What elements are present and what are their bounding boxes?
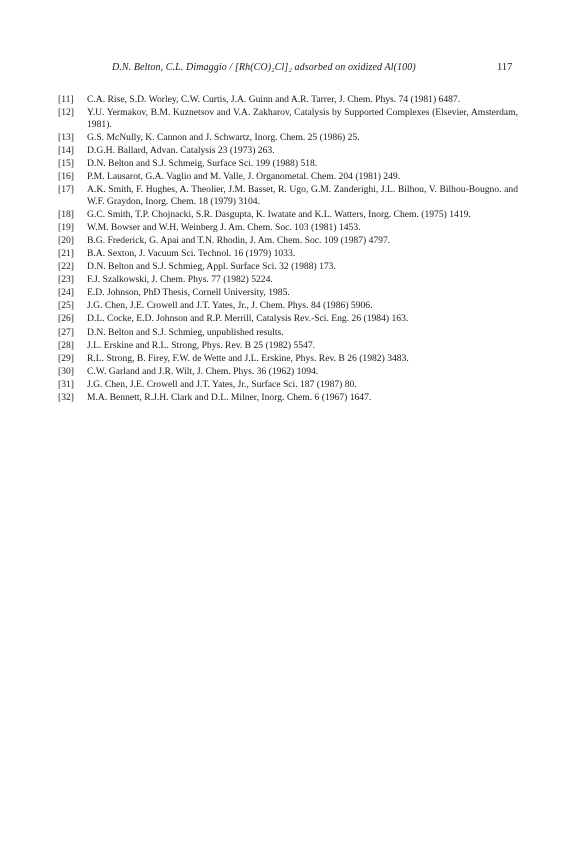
reference-item bbox=[58, 300, 518, 312]
reference-number: [25] bbox=[58, 300, 74, 312]
reference-item bbox=[58, 184, 518, 207]
reference-number: [16] bbox=[58, 170, 74, 182]
reference-item bbox=[58, 235, 518, 247]
reference-number: [23] bbox=[58, 274, 74, 286]
reference-item bbox=[58, 132, 518, 144]
reference-text: M.A. Bennett, R.J.H. Clark and D.L. Milner, Inorg. Chem. 6 (1967) 1647. bbox=[87, 391, 372, 403]
reference-item bbox=[58, 145, 518, 157]
reference-item bbox=[58, 209, 518, 221]
reference-number: [29] bbox=[58, 352, 74, 364]
reference-number: [20] bbox=[58, 234, 74, 246]
reference-item bbox=[58, 353, 518, 365]
reference-text: P.M. Lausarot, G.A. Vaglio and M. Valle, J. Organometal. Chem. 204 (1981) 249. bbox=[87, 170, 401, 182]
reference-list bbox=[58, 94, 518, 405]
reference-text: C.A. Rise, S.D. Worley, C.W. Curtis, J.A. Guinn and A.R. Tarrer, J. Chem. Phys. 74 (1981) 6487. bbox=[87, 94, 461, 105]
reference-text: W.M. Bowser and W.H. Weinberg J. Am. Chem. Soc. 103 (1981) 1453. bbox=[87, 221, 361, 233]
reference-number: [24] bbox=[58, 287, 74, 299]
reference-number: [11] bbox=[58, 94, 74, 105]
reference-item bbox=[58, 94, 518, 106]
reference-text: G.C. Smith, T.P. Chojnacki, S.R. Dasgupta, K. Iwatate and K.L. Watters, Inorg. Chem. (1975) 1419. bbox=[87, 208, 471, 220]
reference-number: [14] bbox=[58, 144, 74, 156]
running-header bbox=[0, 62, 576, 76]
reference-item bbox=[58, 327, 518, 339]
reference-item bbox=[58, 340, 518, 352]
reference-text: E.D. Johnson, PhD Thesis, Cornell University, 1985. bbox=[87, 287, 290, 299]
reference-text: D.L. Cocke, E.D. Johnson and R.P. Merrill, Catalysis Rev.-Sci. Eng. 26 (1984) 163. bbox=[87, 313, 409, 325]
reference-item bbox=[58, 392, 518, 404]
reference-item bbox=[58, 274, 518, 286]
reference-text: F.J. Szalkowski, J. Chem. Phys. 77 (1982) 5224. bbox=[87, 274, 273, 286]
reference-text: J.G. Chen, J.E. Crowell and J.T. Yates, Jr., J. Chem. Phys. 84 (1986) 5906. bbox=[87, 300, 373, 312]
reference-text: Y.U. Yermakov, B.M. Kuznetsov and V.A. Zakharov, Catalysis by Supported Complexes (Elsevier, Amsterdam, 1981). bbox=[87, 107, 518, 130]
reference-number: [22] bbox=[58, 261, 74, 273]
reference-item bbox=[58, 248, 518, 260]
reference-number: [18] bbox=[58, 208, 74, 220]
reference-item bbox=[58, 222, 518, 234]
reference-number: [32] bbox=[58, 391, 74, 403]
page-number: 117 bbox=[497, 62, 513, 73]
reference-number: [15] bbox=[58, 157, 74, 169]
reference-number: [13] bbox=[58, 131, 74, 143]
reference-number: [27] bbox=[58, 326, 74, 338]
reference-text: C.W. Garland and J.R. Wilt, J. Chem. Phys. 36 (1962) 1094. bbox=[87, 365, 319, 377]
reference-item bbox=[58, 379, 518, 391]
reference-text: D.N. Belton and S.J. Schmeig, Surface Sci. 199 (1988) 518. bbox=[87, 157, 318, 169]
reference-item bbox=[58, 107, 518, 130]
reference-text: B.G. Frederick, G. Apai and T.N. Rhodin, J. Am. Chem. Soc. 109 (1987) 4797. bbox=[87, 234, 391, 246]
reference-number: [19] bbox=[58, 221, 74, 233]
reference-text: J.L. Erskine and R.L. Strong, Phys. Rev. B 25 (1982) 5547. bbox=[87, 339, 316, 351]
reference-text: G.S. McNully, K. Cannon and J. Schwartz, Inorg. Chem. 25 (1986) 25. bbox=[87, 131, 360, 143]
reference-number: [12] bbox=[58, 107, 74, 119]
reference-text: D.N. Belton and S.J. Schmieg, Appl. Surface Sci. 32 (1988) 173. bbox=[87, 261, 336, 273]
reference-number: [17] bbox=[58, 184, 74, 196]
reference-item bbox=[58, 313, 518, 325]
reference-item bbox=[58, 158, 518, 170]
reference-number: [28] bbox=[58, 339, 74, 351]
reference-number: [30] bbox=[58, 365, 74, 377]
reference-text: B.A. Sexton, J. Vacuum Sci. Technol. 16 (1979) 1033. bbox=[87, 247, 296, 259]
reference-text: R.L. Strong, B. Firey, F.W. de Wette and J.L. Erskine, Phys. Rev. B 26 (1982) 3483. bbox=[87, 352, 409, 364]
reference-text: D.N. Belton and S.J. Schmieg, unpublished results. bbox=[87, 326, 284, 338]
reference-text: D.G.H. Ballard, Advan. Catalysis 23 (1973) 263. bbox=[87, 144, 275, 156]
reference-item bbox=[58, 261, 518, 273]
running-title: D.N. Belton, C.L. Dimaggio / [Rh(CO)₂Cl]₂ adsorbed on oxidized Al(100) bbox=[112, 62, 416, 73]
reference-text: J.G. Chen, J.E. Crowell and J.T. Yates, Jr., Surface Sci. 187 (1987) 80. bbox=[87, 378, 357, 390]
reference-item bbox=[58, 171, 518, 183]
reference-number: [21] bbox=[58, 247, 74, 259]
reference-number: [31] bbox=[58, 378, 74, 390]
reference-item bbox=[58, 287, 518, 299]
reference-number: [26] bbox=[58, 313, 74, 325]
reference-item bbox=[58, 366, 518, 378]
reference-text: A.K. Smith, F. Hughes, A. Theolier, J.M. Basset, R. Ugo, G.M. Zanderighi, J.L. Bilhou, V. Bilhou-Bougno. and W.F. Graydon, Inorg. Chem. 18 (1979) 3104. bbox=[87, 184, 518, 207]
